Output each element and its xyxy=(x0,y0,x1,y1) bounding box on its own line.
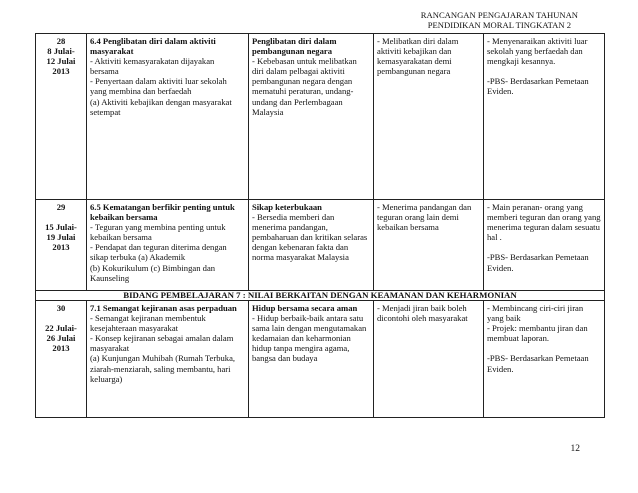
activity-line: - Menyenaraikan aktiviti luar sekolah yang berfaedah dan mengkaji kesannya. xyxy=(487,36,588,67)
unit-line: - Teguran yang membina penting untuk kebaikan bersama xyxy=(90,222,226,243)
header-line-2: PENDIDIKAN MORAL TINGKATAN 2 xyxy=(427,20,572,30)
unit-line: - Konsep kejiranan sebagai amalan dalam masyarakat xyxy=(90,333,234,354)
unit-line: (a) Aktiviti kebajikan dengan masyarakat setempat xyxy=(90,96,232,117)
unit-line: - Aktiviti kemasyarakatan dijayakan bersama xyxy=(90,56,215,77)
date-line: 2013 xyxy=(52,242,70,253)
value-cell xyxy=(249,34,374,200)
unit-title: 7.1 Semangat kejiranan asas perpaduan xyxy=(90,303,237,313)
activity-line: -PBS- Berdasarkan Pemetaan Eviden. xyxy=(487,76,589,97)
value-cell xyxy=(249,200,374,291)
activity-line: -PBS- Berdasarkan Pemetaan Eviden. xyxy=(487,252,589,273)
activity-line xyxy=(487,242,601,252)
activity-line xyxy=(487,66,601,76)
outcome-cell xyxy=(374,200,484,291)
header-line-1: RANCANGAN PENGAJARAN TAHUNAN xyxy=(420,10,578,20)
week-dates xyxy=(39,46,83,76)
date-line: 22 Julai- xyxy=(45,323,77,334)
week-cell xyxy=(36,34,87,200)
week-dates xyxy=(39,222,83,252)
activity-cell xyxy=(484,301,605,418)
value-line: - Hidup berbaik-baik antara satu sama lain dengan mengutamakan kedamaian dan keharmonian hidup tanpa mengira agama, bangsa dan budaya xyxy=(252,313,367,364)
date-line: 19 Julai xyxy=(46,232,76,243)
date-line: 8 Julai- xyxy=(47,46,75,57)
date-line: 26 Julai xyxy=(46,333,76,344)
date-line: 12 Julai xyxy=(46,56,76,67)
activity-cell xyxy=(484,200,605,291)
section-band: BIDANG PEMBELAJARAN 7 : NILAI BERKAITAN DENGAN KEAMANAN DAN KEHARMONIAN xyxy=(36,291,605,301)
spacer xyxy=(39,212,83,222)
activity-line xyxy=(487,343,601,353)
outcome-line: - Menjadi jiran baik boleh dicontohi oleh masyarakat xyxy=(377,303,468,324)
unit-line: - Pendapat dan teguran diterima dengan sikap terbuka (a) Akademik xyxy=(90,242,227,263)
activity-line: - Membincang ciri-ciri jiran yang baik xyxy=(487,303,584,324)
unit-line: - Penyertaan dalam aktiviti luar sekolah yang membina dan berfaedah xyxy=(90,76,227,97)
activity-cell xyxy=(484,34,605,200)
unit-cell xyxy=(87,301,249,418)
week-dates xyxy=(39,323,83,353)
section-band-row xyxy=(36,291,605,301)
outcome-cell xyxy=(374,34,484,200)
value-line: - Bersedia memberi dan menerima pandangan, pembaharuan dan kritikan selaras dengan kebenaran fakta dan norma masyarakat Malaysia xyxy=(252,212,368,263)
activity-line: - Projek: membantu jiran dan membuat laporan. xyxy=(487,323,588,344)
week-number: 30 xyxy=(56,303,66,313)
week-cell xyxy=(36,301,87,418)
spacer xyxy=(39,313,83,323)
week-cell xyxy=(36,200,87,291)
week-number: 29 xyxy=(56,202,66,212)
date-line: 15 Julai- xyxy=(45,222,77,233)
document-header xyxy=(421,10,578,30)
unit-cell xyxy=(87,34,249,200)
table-row xyxy=(36,34,605,200)
outcome-cell xyxy=(374,301,484,418)
value-title: Hidup bersama secara aman xyxy=(252,303,358,313)
unit-title: 6.4 Penglibatan diri dalam aktiviti masyarakat xyxy=(90,36,216,57)
outcome-line: - Menerima pandangan dan teguran orang lain demi kebaikan bersama xyxy=(377,202,472,233)
unit-line: (b) Kokurikulum (c) Bimbingan dan Kaunseling xyxy=(90,262,216,283)
activity-line: - Main peranan- orang yang memberi teguran dan orang yang menerima teguran dalam sesuatu hal . xyxy=(487,202,601,243)
lesson-plan-table xyxy=(35,33,605,418)
date-line: 2013 xyxy=(52,343,70,354)
unit-title: 6.5 Kematangan berfikir penting untuk kebaikan bersama xyxy=(90,202,235,223)
value-cell xyxy=(249,301,374,418)
value-title: Penglibatan diri dalam pembangunan negara xyxy=(252,36,337,57)
unit-line: - Semangat kejiranan membentuk kesejahteraan masyarakat xyxy=(90,313,206,334)
table-row xyxy=(36,200,605,291)
week-number: 28 xyxy=(56,36,66,46)
activity-line: -PBS- Berdasarkan Pemetaan Eviden. xyxy=(487,353,589,374)
unit-cell xyxy=(87,200,249,291)
value-title: Sikap keterbukaan xyxy=(252,202,322,212)
page-number: 12 xyxy=(570,444,580,454)
date-line: 2013 xyxy=(52,66,70,77)
table-row xyxy=(36,301,605,418)
value-line: - Kebebasan untuk melibatkan diri dalam pelbagai aktiviti pembangunan negara dengan mematuhi peraturan, undang-undang dan Perlembagaan Malaysia xyxy=(252,56,357,117)
outcome-line: - Melibatkan diri dalam aktiviti kebajikan dan kemasyarakatan demi pembangunan negara xyxy=(377,36,459,77)
unit-line: (a) Kunjungan Muhibah (Rumah Terbuka, ziarah-menziarah, saling membantu, hari keluarga) xyxy=(90,353,236,384)
